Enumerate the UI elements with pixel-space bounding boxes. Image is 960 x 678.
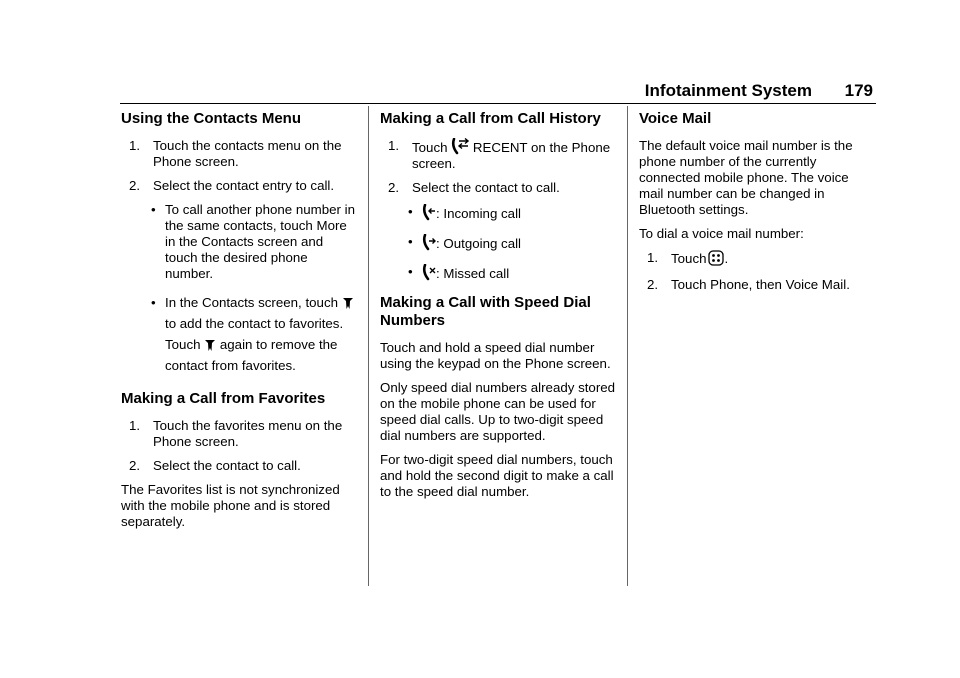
- heading-voice-mail: Voice Mail: [639, 110, 712, 127]
- step-text: RECENT on the Phone screen.: [412, 140, 611, 171]
- bullet-text: to favorites. Touch: [165, 316, 344, 352]
- bullet-text: to add the contact: [165, 316, 271, 331]
- bullet-text: : Outgoing call: [436, 236, 522, 251]
- step-number: 1.: [129, 138, 141, 153]
- list-item: [121, 418, 357, 450]
- heading-call-from-favorites: Making a Call from Favorites: [121, 390, 326, 407]
- bullet-item: [121, 202, 357, 282]
- bullet-item: [121, 292, 357, 376]
- outgoing-call-icon: [422, 234, 436, 251]
- paragraph: The Favorites list is not synchronized with the mobile phone and is stored separately.: [121, 482, 340, 529]
- step-number: 2.: [388, 180, 400, 195]
- bullet-item: [380, 234, 616, 252]
- list-item: [380, 180, 616, 196]
- bullet-dot: •: [151, 295, 156, 310]
- missed-call-icon: [422, 264, 436, 281]
- step-number: 2.: [647, 277, 659, 292]
- list-item: [380, 138, 616, 172]
- list-item: [121, 178, 357, 194]
- list-item: [639, 277, 875, 293]
- list-item: [121, 138, 357, 170]
- list-item: [121, 458, 357, 474]
- bullet-text: : Incoming call: [436, 206, 521, 221]
- step-number: 2.: [129, 178, 141, 193]
- voicemail-icon: [708, 250, 724, 266]
- list-item: [639, 250, 875, 267]
- column-divider: [627, 106, 628, 586]
- column-right: [639, 110, 875, 301]
- favorite-star-icon: [204, 339, 216, 352]
- bullet-text: : Missed call: [436, 266, 510, 281]
- column-left: [121, 110, 357, 538]
- heading-using-contacts-menu: Using the Contacts Menu: [121, 110, 302, 127]
- incoming-call-icon: [422, 204, 436, 221]
- step-text: Touch Phone, then Voice Mail.: [671, 277, 850, 292]
- paragraph: Only speed dial numbers already stored on the mobile phone can be used for speed dial calls. Up to two-digit speed dial numbers are supported.: [380, 380, 616, 443]
- bullet-text: to remove the contact from favorites.: [165, 337, 338, 373]
- page-number: 179: [844, 81, 873, 100]
- step-text: Touch the contacts menu on the Phone screen.: [153, 138, 342, 169]
- bullet-dot: •: [408, 264, 413, 279]
- bullet-text: In the Contacts screen,: [165, 295, 302, 310]
- step-number: 2.: [129, 458, 141, 473]
- heading-call-from-history: Making a Call from Call History: [380, 110, 601, 127]
- paragraph: The default voice mail number is the phone number of the currently connected mobile phone. The voice mail number can be changed in Bluetooth settings.: [639, 138, 853, 217]
- paragraph: For two-digit speed dial numbers, touch and hold the second digit to make a call to the speed dial number.: [380, 452, 614, 499]
- step-text: .: [724, 251, 729, 266]
- step-number: 1.: [647, 250, 659, 265]
- section-title: Infotainment System: [644, 81, 812, 100]
- step-text: Select the contact entry to call.: [153, 178, 335, 193]
- paragraph: To dial a voice mail number:: [639, 226, 804, 241]
- column-divider: [368, 106, 369, 586]
- heading-speed-dial: Making a Call with Speed Dial Numbers: [380, 294, 591, 329]
- page-header: [120, 76, 876, 104]
- bullet-dot: •: [408, 204, 413, 219]
- step-text: Select the contact to call.: [153, 458, 301, 473]
- bullet-text: To call another phone number in the same contacts, touch More in the Contacts screen and touch the desired phone number.: [165, 202, 355, 281]
- bullet-text: touch: [305, 295, 338, 310]
- favorite-star-icon: [342, 297, 354, 310]
- step-number: 1.: [129, 418, 141, 433]
- step-text: Touch the favorites menu on the Phone screen.: [153, 418, 343, 449]
- bullet-item: [380, 204, 616, 222]
- bullet-text: again: [219, 337, 253, 352]
- step-text: Touch: [671, 251, 707, 266]
- column-middle: [380, 110, 616, 508]
- bullet-dot: •: [151, 202, 156, 217]
- paragraph: Touch and hold a speed dial number using the keypad on the Phone screen.: [380, 340, 611, 371]
- step-text: Select the contact to call.: [412, 180, 560, 195]
- recent-calls-icon: [451, 138, 469, 155]
- step-number: 1.: [388, 138, 400, 153]
- step-text: Touch: [412, 140, 448, 155]
- bullet-dot: •: [408, 234, 413, 249]
- bullet-item: [380, 264, 616, 282]
